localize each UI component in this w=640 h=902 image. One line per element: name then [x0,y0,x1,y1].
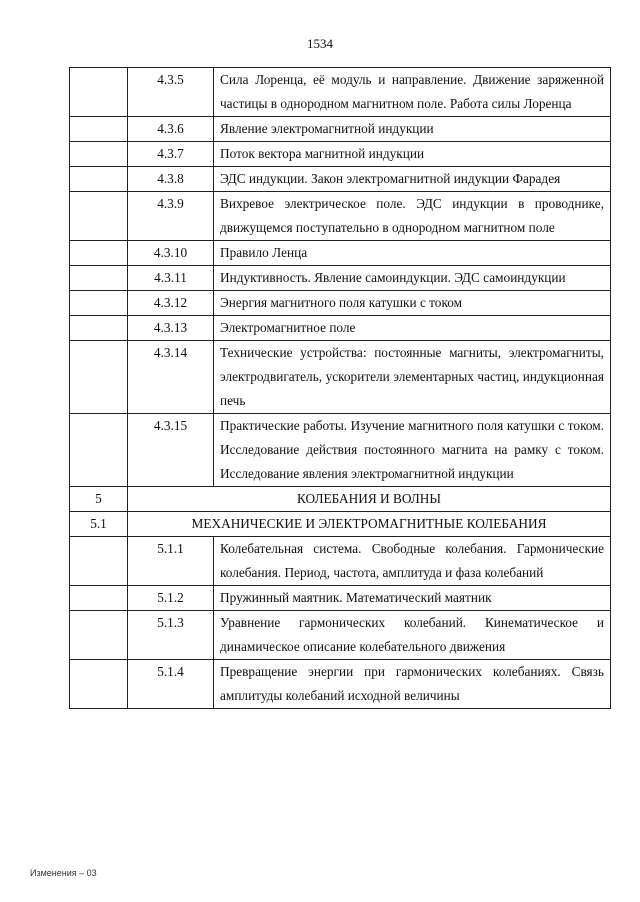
item-code: 4.3.15 [128,414,214,487]
empty-cell [70,316,128,341]
section-number: 5.1 [70,512,128,537]
item-code: 4.3.14 [128,341,214,414]
page-number: 1534 [307,36,333,51]
table-row [70,117,611,142]
table-row [70,192,611,241]
section-title: КОЛЕБАНИЯ И ВОЛНЫ [128,487,611,512]
table-row [70,316,611,341]
empty-cell [70,117,128,142]
item-code: 4.3.7 [128,142,214,167]
item-code: 4.3.9 [128,192,214,241]
item-code: 5.1.4 [128,660,214,709]
item-code: 4.3.6 [128,117,214,142]
item-description: Сила Лоренца, её модуль и направление. Движение заряженной частицы в однородном магнитном поле. Работа силы Лоренца [214,68,611,117]
section-row [70,512,611,537]
item-description: Энергия магнитного поля катушки с током [214,291,611,316]
item-description: Правило Ленца [214,241,611,266]
item-description: Технические устройства: постоянные магниты, электромагниты, электродвигатель, ускорители элементарных частиц, индукционная печь [214,341,611,414]
table-body [70,68,611,709]
item-description: Колебательная система. Свободные колебания. Гармонические колебания. Период, частота, амплитуда и фаза колебаний [214,537,611,586]
table-row [70,586,611,611]
item-code: 4.3.8 [128,167,214,192]
footer-note: Изменения – 03 [30,868,97,878]
table-row [70,537,611,586]
item-description: Поток вектора магнитной индукции [214,142,611,167]
empty-cell [70,341,128,414]
item-description: Превращение энергии при гармонических колебаниях. Связь амплитуды колебаний исходной величины [214,660,611,709]
table-row [70,167,611,192]
empty-cell [70,167,128,192]
empty-cell [70,586,128,611]
item-code: 5.1.1 [128,537,214,586]
empty-cell [70,192,128,241]
item-code: 5.1.3 [128,611,214,660]
table-row [70,414,611,487]
empty-cell [70,241,128,266]
table-row [70,241,611,266]
item-description: Индуктивность. Явление самоиндукции. ЭДС самоиндукции [214,266,611,291]
item-code: 5.1.2 [128,586,214,611]
section-row [70,487,611,512]
item-code: 4.3.10 [128,241,214,266]
table-row [70,266,611,291]
table-row [70,611,611,660]
item-code: 4.3.5 [128,68,214,117]
item-description: Уравнение гармонических колебаний. Кинематическое и динамическое описание колебательного движения [214,611,611,660]
section-title: МЕХАНИЧЕСКИЕ И ЭЛЕКТРОМАГНИТНЫЕ КОЛЕБАНИЯ [128,512,611,537]
table-row [70,660,611,709]
empty-cell [70,414,128,487]
content-table [69,67,611,709]
item-description: Явление электромагнитной индукции [214,117,611,142]
section-number: 5 [70,487,128,512]
table-row [70,68,611,117]
item-description: Вихревое электрическое поле. ЭДС индукции в проводнике, движущемся поступательно в однородном магнитном поле [214,192,611,241]
table-row [70,142,611,167]
empty-cell [70,266,128,291]
empty-cell [70,660,128,709]
item-description: Практические работы. Изучение магнитного поля катушки с током. Исследование действия постоянного магнита на рамку с током. Исследование явления электромагнитной индукции [214,414,611,487]
item-description: Пружинный маятник. Математический маятник [214,586,611,611]
empty-cell [70,291,128,316]
empty-cell [70,68,128,117]
item-description: ЭДС индукции. Закон электромагнитной индукции Фарадея [214,167,611,192]
table-row [70,291,611,316]
empty-cell [70,537,128,586]
item-code: 4.3.11 [128,266,214,291]
item-code: 4.3.12 [128,291,214,316]
item-description: Электромагнитное поле [214,316,611,341]
empty-cell [70,611,128,660]
empty-cell [70,142,128,167]
table-row [70,341,611,414]
item-code: 4.3.13 [128,316,214,341]
